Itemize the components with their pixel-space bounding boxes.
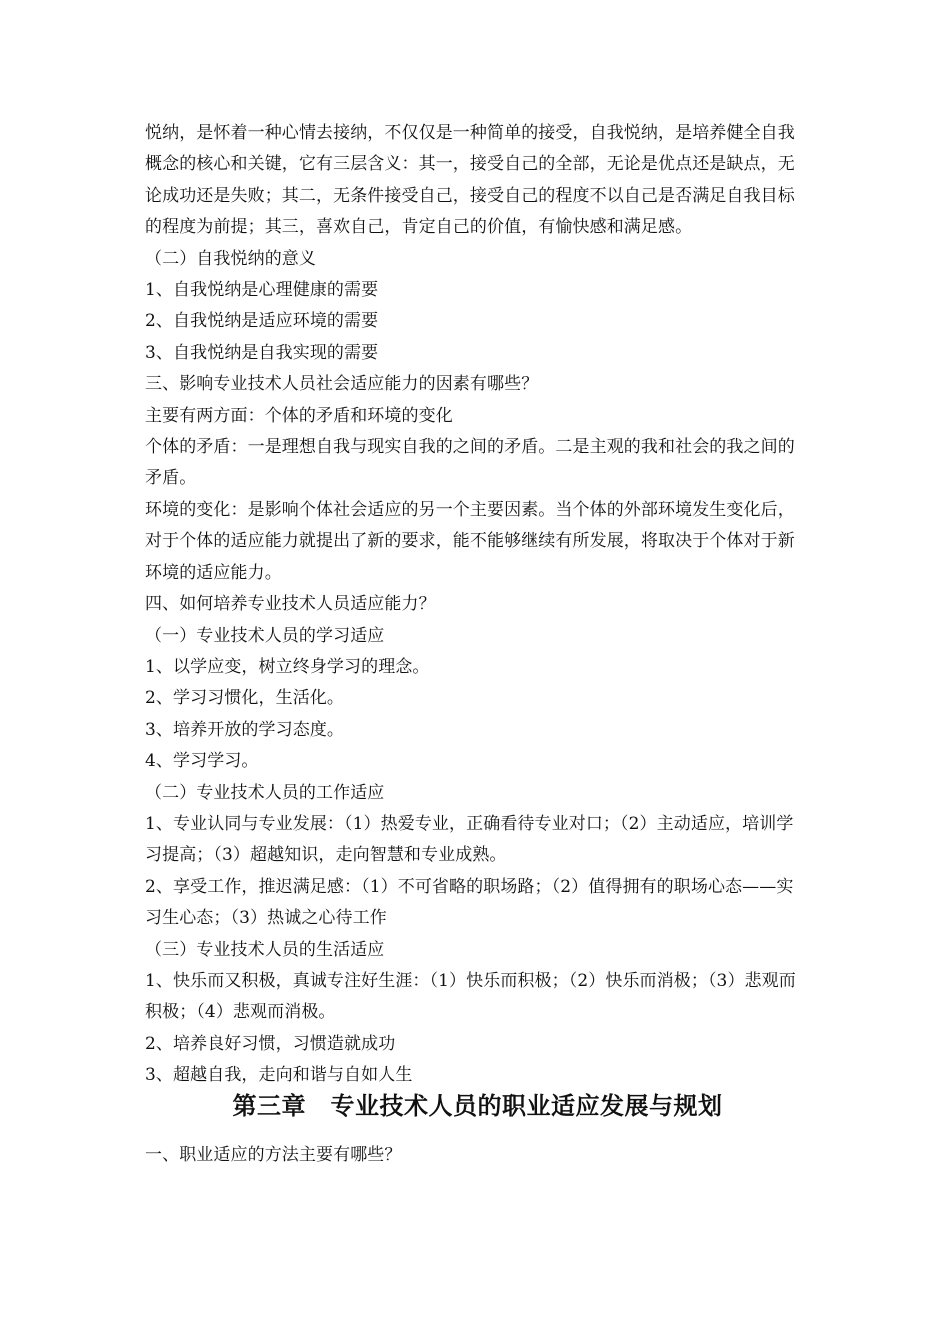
- section-heading-three: 三、影响专业技术人员社会适应能力的因素有哪些？: [145, 374, 539, 395]
- subheading-work-adaptation: （二）专业技术人员的工作适应: [145, 782, 385, 803]
- document-body: [145, 118, 810, 1171]
- list-item: 1、自我悦纳是心理健康的需要: [145, 280, 379, 301]
- paragraph-individual-contradiction: 个体的矛盾：一是理想自我与现实自我的之间的矛盾。二是主观的我和社会的我之间的矛盾。: [145, 437, 795, 489]
- subheading-learning-adaptation: （一）专业技术人员的学习适应: [145, 625, 385, 646]
- list-item: 3、培养开放的学习态度。: [145, 719, 345, 740]
- paragraph-two-aspects: 主要有两方面：个体的矛盾和环境的变化: [145, 405, 453, 426]
- paragraph-environment-change: 环境的变化：是影响个体社会适应的另一个主要因素。当个体的外部环境发生变化后，对于个体的适应能力就提出了新的要求，能不能够继续有所发展，将取决于个体对于新环境的适应能力。: [145, 499, 795, 583]
- section-heading-one: 一、职业适应的方法主要有哪些？: [145, 1144, 402, 1165]
- list-item: 3、超越自我，走向和谐与自如人生: [145, 1065, 413, 1086]
- list-item: 2、学习习惯化，生活化。: [145, 688, 345, 709]
- paragraph-self-acceptance-definition: 悦纳，是怀着一种心情去接纳，不仅仅是一种简单的接受，自我悦纳，是培养健全自我概念的核心和关键，它有三层含义：其一，接受自己的全部，无论是优点还是缺点，无论成功还是失败；其二，无条件接受自己，接受自己的程度不以自己是否满足自我目标的程度为前提；其三，喜欢自己，肯定自己的价值，有愉快感和满足感。: [145, 123, 795, 238]
- heading-self-acceptance-meaning: （二）自我悦纳的意义: [145, 248, 316, 269]
- chapter-title: 第三章 专业技术人员的职业适应发展与规划: [232, 1090, 723, 1120]
- list-item: 1、专业认同与专业发展：（1）热爱专业，正确看待专业对口；（2）主动适应，培训学习提高；（3）超越知识，走向智慧和专业成熟。: [145, 813, 794, 866]
- list-item: 1、以学应变，树立终身学习的理念。: [145, 656, 430, 677]
- list-item: 4、学习学习。: [145, 751, 259, 772]
- list-item: 1、快乐而又积极，真诚专注好生涯：（1）快乐而积极；（2）快乐而消极；（3）悲观而积极；（4）悲观而消极。: [145, 970, 796, 1023]
- section-heading-four: 四、如何培养专业技术人员适应能力？: [145, 594, 436, 615]
- list-item: 2、享受工作，推迟满足感：（1）不可省略的职场路；（2）值得拥有的职场心态——实习生心态；（3）热诚之心待工作: [145, 876, 794, 929]
- list-item: 3、自我悦纳是自我实现的需要: [145, 342, 379, 363]
- list-item: 2、培养良好习惯，习惯造就成功: [145, 1033, 396, 1054]
- subheading-life-adaptation: （三）专业技术人员的生活适应: [145, 939, 385, 960]
- list-item: 2、自我悦纳是适应环境的需要: [145, 311, 379, 332]
